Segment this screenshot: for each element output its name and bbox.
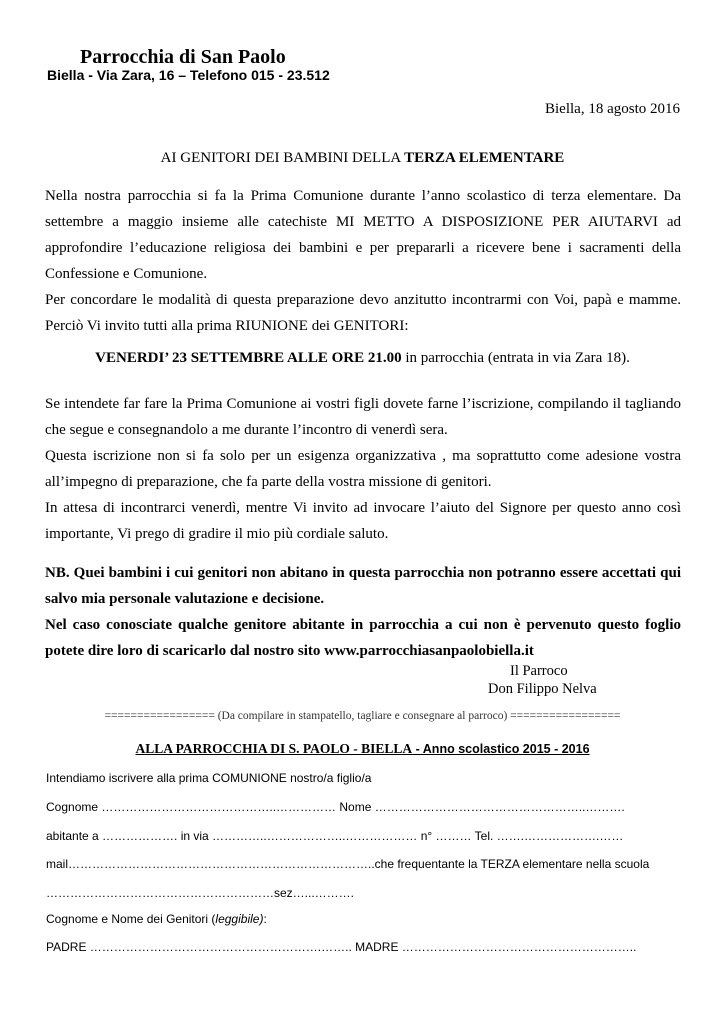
enrollment-paragraph: Se intendete far fare la Prima Comunione ai vostri figli dovete farne l’iscrizione, compilando il tagliando che segue e consegnandolo a me durante l’incontro di venerdì sera. xyxy=(45,396,681,438)
letter-addressee xyxy=(0,150,725,167)
nota-bene-paragraph: NB. Quei bambini i cui genitori non abitano in questa parrocchia non potranno essere accettati qui salvo mia personale valutazione e decisione. xyxy=(45,565,681,607)
parish-address: Biella - Via Zara, 16 – Telefono 015 - 23.512 xyxy=(47,67,330,83)
addressee-text: AI GENITORI DEI BAMBINI DELLA xyxy=(160,150,405,166)
cut-line: ================= (Da compilare in stampatello, tagliare e consegnare al parroco) ================= xyxy=(104,710,621,722)
form-name-field[interactable]: Cognome ……………………………………..…………… Nome ……………………………………………..………. xyxy=(46,800,625,814)
meeting-location: in parrocchia (entrata in via Zara 18). xyxy=(401,350,630,366)
nota-bene-section xyxy=(45,560,681,664)
parents-label-colon: : xyxy=(263,912,267,926)
parish-name: Parrocchia di San Paolo xyxy=(80,46,286,68)
form-title-recipient: ALLA PARROCCHIA DI S. PAOLO - BIELLA xyxy=(135,741,413,756)
website-paragraph: Nel caso conosciate qualche genitore abitante in parrocchia a cui non è pervenuto questo foglio potete dire loro di scaricarlo dal nostro sito www.parrocchiasanpaolobiella.it xyxy=(45,617,681,659)
intro-section xyxy=(45,183,681,339)
parents-label-legible: leggibile) xyxy=(215,912,264,926)
form-mail-field[interactable]: mail…………………………………………………………………..che frequentante la TERZA elementare nella scuola xyxy=(46,857,650,871)
letter-date: Biella, 18 agosto 2016 xyxy=(545,101,680,117)
invitation-paragraph: Per concordare le modalità di questa preparazione devo anzitutto incontrarmi con Voi, papà e mamme. Perciò Vi invito tutti alla prima RIUNIONE dei GENITORI: xyxy=(45,292,681,334)
form-title-year: - Anno scolastico 2015 - 2016 xyxy=(412,742,590,756)
greeting-paragraph: In attesa di incontrarci venerdì, mentre Vi invito ad invocare l’aiuto del Signore per questo anno così importante, Vi prego di gradire il mio più cordiale saluto. xyxy=(45,500,681,542)
purpose-paragraph: Questa iscrizione non si fa solo per un esigenza organizzativa , ma soprattutto come adesione vostra all’impegno di preparazione, che fa parte della vostra missione di genitori. xyxy=(45,448,681,490)
form-intro-line: Intendiamo iscrivere alla prima COMUNIONE nostro/a figlio/a xyxy=(46,771,372,785)
signature-block xyxy=(488,662,597,698)
form-parents-label xyxy=(46,912,267,926)
intro-paragraph: Nella nostra parrocchia si fa la Prima Comunione durante l’anno scolastico di terza elementare. Da settembre a maggio insieme alle catechiste MI METTO A DISPOSIZIONE PER AIUTARVI ad approfondire l’educazione religiosa dei bambini e per prepararli a ricevere bene i sacramenti della Confessione e Comunione. xyxy=(45,188,681,282)
details-section xyxy=(45,391,681,547)
meeting-announcement xyxy=(0,350,725,367)
meeting-date: VENERDI’ 23 SETTEMBRE ALLE ORE 21.00 xyxy=(95,350,402,366)
parents-label-text: Cognome e Nome dei Genitori ( xyxy=(46,912,216,926)
form-parents-field[interactable]: PADRE ………………………………………………….…….. MADRE ………………………………………………….. xyxy=(46,940,637,954)
form-address-field[interactable]: abitante a ………………. in via …………..………………..……………… n° ……… Tel. …….……………….…… xyxy=(46,829,624,843)
form-school-field[interactable]: …………………………………………………sez…...………. xyxy=(46,886,355,900)
signature-role: Il Parroco xyxy=(510,663,568,679)
signature-name: Don Filippo Nelva xyxy=(488,681,597,697)
addressee-class: TERZA ELEMENTARE xyxy=(404,150,565,166)
form-title xyxy=(0,741,725,757)
